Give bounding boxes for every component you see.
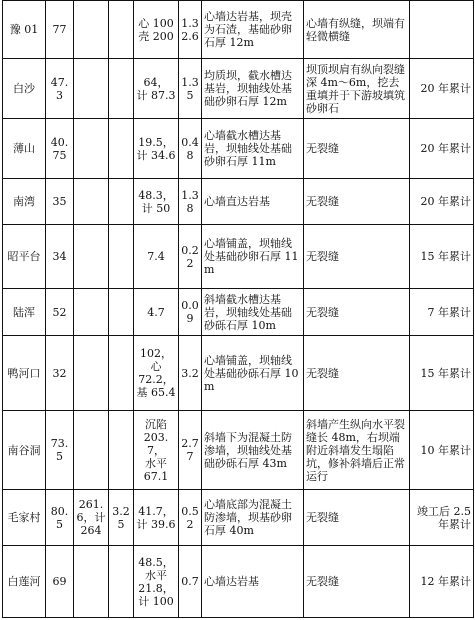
- table-body: [3, 1, 474, 618]
- foundation-ratio-cell: 3.25: [109, 490, 134, 546]
- dam-height-cell: 77: [46, 1, 74, 59]
- foundation-settlement-cell: [74, 59, 109, 119]
- foundation-description-cell: 心墙底部为混凝土防渗墙，坝基砂卵石厚 40m: [202, 490, 304, 546]
- foundation-ratio-cell: [109, 336, 134, 411]
- crest-settlement-cell-line: 19.5，: [138, 135, 174, 149]
- crest-settlement-cell-line: 沉陷: [145, 417, 167, 431]
- crest-settlement-cell: [134, 59, 179, 119]
- foundation-ratio-cell: [109, 179, 134, 225]
- foundation-settlement-cell: [74, 546, 109, 618]
- crest-settlement-cell: [134, 289, 179, 336]
- foundation-settlement-cell: [74, 336, 109, 411]
- foundation-settlement-cell: [74, 1, 109, 59]
- crest-settlement-cell: [134, 225, 179, 289]
- table-row: [3, 336, 474, 411]
- foundation-settlement-cell: [74, 179, 109, 225]
- dam-name-cell: 豫 01: [3, 1, 46, 59]
- observation-period-cell: 20 年累计: [410, 119, 474, 179]
- dam-name-cell: 陆浑: [3, 289, 46, 336]
- crest-ratio-cell: [179, 336, 202, 411]
- crest-ratio-cell-line: 0.48: [181, 135, 199, 162]
- crest-ratio-cell-line: 3.2: [181, 366, 199, 380]
- crest-settlement-cell-line: 基 65.4: [136, 386, 176, 399]
- crest-ratio-cell-line: 2.77: [181, 437, 199, 463]
- crest-settlement-cell: [134, 546, 179, 618]
- observation-period-cell: 10 年累计: [410, 411, 474, 490]
- dam-height-cell: 32: [46, 336, 74, 411]
- foundation-description-cell: 心墙铺盖，坝轴线处基础砂卵石厚 11m: [202, 225, 304, 289]
- crest-settlement-cell: [134, 119, 179, 179]
- crest-settlement-cell-line: 计 87.3: [136, 88, 176, 102]
- dam-settlement-table: [2, 0, 474, 618]
- crack-description-cell: 无裂缝: [304, 225, 410, 289]
- crest-settlement-cell-line: 64，: [143, 75, 169, 89]
- foundation-description-cell: 心墙截水槽达基岩，坝轴线处基础砂卵石厚 11m: [202, 119, 304, 179]
- dam-name-cell: 白莲河: [3, 546, 46, 618]
- dam-name-cell: 昭平台: [3, 225, 46, 289]
- dam-name-cell: 白沙: [3, 59, 46, 119]
- table-row: [3, 225, 474, 289]
- dam-height-cell: 47.3: [46, 59, 74, 119]
- crest-settlement-cell-line: 心: [150, 360, 162, 373]
- crest-settlement-cell-line: 壳 200: [138, 29, 174, 43]
- crest-settlement-cell-line: 心 100: [138, 16, 174, 30]
- dam-height-cell: 35: [46, 179, 74, 225]
- crest-ratio-cell-line: 2.6: [181, 29, 199, 43]
- dam-height-cell: 52: [46, 289, 74, 336]
- foundation-description-cell: 心墙铺盖，坝轴线处基础砂砾石厚 10m: [202, 336, 304, 411]
- foundation-description-cell: 均质坝，截水槽达基岩，坝轴线处基础砂卵石厚 12m: [202, 59, 304, 119]
- table-row: [3, 546, 474, 618]
- foundation-ratio-cell: [109, 1, 134, 59]
- dam-name-cell: 南湾: [3, 179, 46, 225]
- observation-period-cell: 20 年累计: [410, 59, 474, 119]
- foundation-description-cell: 斜墙截水槽达基岩，坝轴线处基础砂砾石厚 10m: [202, 289, 304, 336]
- crest-settlement-cell-line: 水平: [145, 568, 167, 582]
- crest-ratio-cell-line: 0.09: [181, 299, 199, 325]
- observation-period-cell: 15 年累计: [410, 336, 474, 411]
- crest-ratio-cell: [179, 289, 202, 336]
- foundation-ratio-cell: [109, 225, 134, 289]
- table-row: [3, 490, 474, 546]
- crest-settlement-cell-line: 计 39.6: [136, 517, 176, 531]
- crest-settlement-cell: [134, 1, 179, 59]
- foundation-description-cell: 心墙达岩基，坝壳为石渣，基础砂卵石厚 12m: [202, 1, 304, 59]
- foundation-settlement-cell: [74, 289, 109, 336]
- crest-ratio-cell-line: 1.38: [181, 188, 199, 215]
- crest-ratio-cell: [179, 490, 202, 546]
- crest-settlement-cell-line: 计 34.6: [136, 148, 176, 162]
- crest-settlement-cell: [134, 336, 179, 411]
- crest-ratio-cell: [179, 179, 202, 225]
- crack-description-cell: 无裂缝: [304, 289, 410, 336]
- crest-ratio-cell: [179, 59, 202, 119]
- observation-period-cell: 20 年累计: [410, 179, 474, 225]
- crest-ratio-cell: [179, 225, 202, 289]
- crest-settlement-cell-line: 102，: [140, 347, 172, 360]
- crest-settlement-cell-line: 4.7: [147, 305, 165, 319]
- table-row: [3, 289, 474, 336]
- crest-settlement-cell-line: 203.7，: [143, 430, 169, 457]
- crack-description-cell: 无裂缝: [304, 119, 410, 179]
- crest-settlement-cell-line: 计 100: [138, 594, 174, 608]
- crest-settlement-cell-line: 7.4: [147, 250, 165, 263]
- crest-settlement-cell: [134, 411, 179, 490]
- foundation-settlement-cell: [74, 225, 109, 289]
- table-row: [3, 119, 474, 179]
- dam-name-cell: 南谷洞: [3, 411, 46, 490]
- crack-description-cell: 无裂缝: [304, 336, 410, 411]
- crack-description-cell: 心墙有纵缝，坝端有轻微横缝: [304, 1, 410, 59]
- crest-ratio-cell: [179, 546, 202, 618]
- crest-settlement-cell-line: 21.8，: [138, 581, 174, 595]
- observation-period-cell: 12 年累计: [410, 546, 474, 618]
- crest-ratio-cell: [179, 119, 202, 179]
- foundation-settlement-cell: [74, 119, 109, 179]
- crack-description-cell: 坝顶坝肩有纵向裂缝深 4m～6m，挖去重填并于下游坡填筑砂卵石: [304, 59, 410, 119]
- dam-height-cell: 80.5: [46, 490, 74, 546]
- crest-ratio-cell: [179, 1, 202, 59]
- foundation-ratio-cell: [109, 411, 134, 490]
- crest-ratio-cell-line: 0.22: [181, 243, 199, 270]
- crest-settlement-cell-line: 72.2，: [138, 373, 174, 386]
- crest-ratio-cell-line: 1.35: [181, 75, 199, 102]
- foundation-ratio-cell: [109, 546, 134, 618]
- foundation-ratio-cell: [109, 289, 134, 336]
- crack-description-cell: 无裂缝: [304, 179, 410, 225]
- dam-name-cell: 鸭河口: [3, 336, 46, 411]
- table-row: [3, 411, 474, 490]
- dam-name-cell: 薄山: [3, 119, 46, 179]
- foundation-description-cell: 心墙直达岩基: [202, 179, 304, 225]
- table-row: [3, 1, 474, 59]
- observation-period-cell: [410, 1, 474, 59]
- crest-settlement-cell: [134, 179, 179, 225]
- crest-settlement-cell: [134, 490, 179, 546]
- observation-period-cell: 15 年累计: [410, 225, 474, 289]
- crack-description-cell: 斜墙产生纵向水平裂缝长 48m，右坝端附近斜墙发生塌陷坑，修补斜墙后正常运行: [304, 411, 410, 490]
- crest-settlement-cell-line: 48.5，: [138, 555, 174, 569]
- table-row: [3, 179, 474, 225]
- crest-settlement-cell-line: 41.7，: [138, 504, 174, 518]
- table-row: [3, 59, 474, 119]
- dam-height-cell: 34: [46, 225, 74, 289]
- dam-name-cell: 毛家村: [3, 490, 46, 546]
- observation-period-cell: 7 年累计: [410, 289, 474, 336]
- foundation-ratio-cell: [109, 119, 134, 179]
- foundation-description-cell: 心墙达岩基: [202, 546, 304, 618]
- crest-settlement-cell-line: 48.3，: [138, 188, 174, 202]
- crack-description-cell: 无裂缝: [304, 546, 410, 618]
- foundation-settlement-cell: [74, 411, 109, 490]
- crest-ratio-cell-line: 0.52: [181, 504, 199, 531]
- foundation-description-cell: 斜墙下为混凝土防渗墙，坝轴线处基础砂砾石厚 43m: [202, 411, 304, 490]
- crest-settlement-cell-line: 计 50: [141, 201, 171, 215]
- observation-period-cell: 竣工后 2.5 年累计: [410, 490, 474, 546]
- crack-description-cell: 无裂缝: [304, 490, 410, 546]
- crest-settlement-cell-line: 67.1: [143, 469, 169, 483]
- crest-ratio-cell-line: 1.3: [181, 16, 199, 30]
- dam-height-cell: 73.5: [46, 411, 74, 490]
- crest-ratio-cell: [179, 411, 202, 490]
- foundation-ratio-cell: [109, 59, 134, 119]
- foundation-settlement-cell: 261.6，计 264: [74, 490, 109, 546]
- crest-ratio-cell-line: 0.7: [181, 575, 199, 588]
- dam-height-cell: 40.75: [46, 119, 74, 179]
- dam-height-cell: 69: [46, 546, 74, 618]
- crest-settlement-cell-line: 水平: [145, 456, 167, 470]
